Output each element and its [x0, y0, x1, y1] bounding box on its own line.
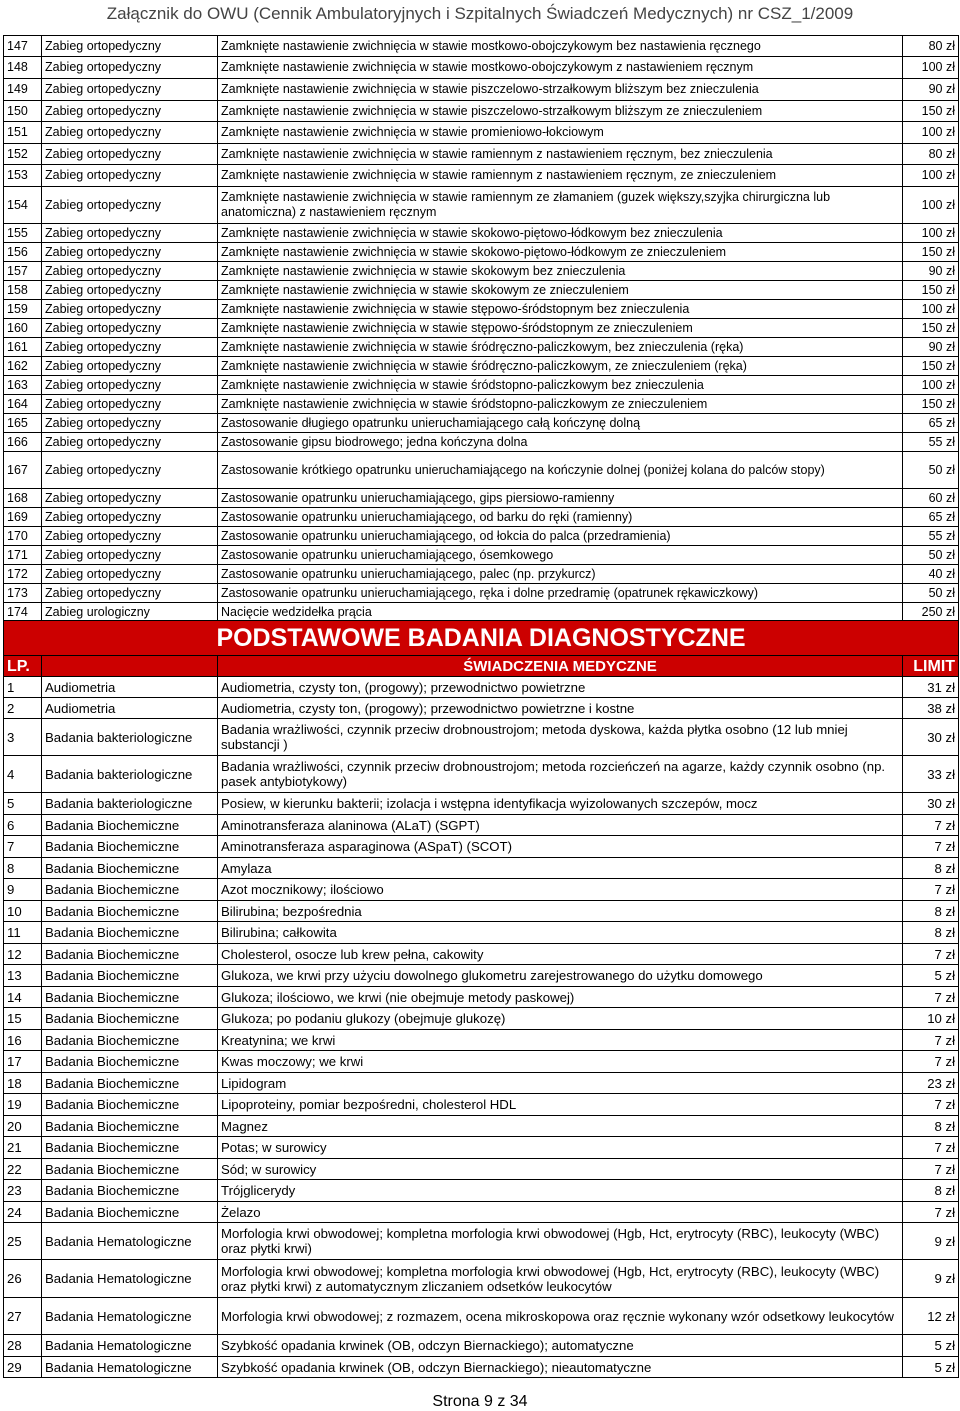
row-number: 171: [4, 546, 42, 565]
row-limit: 150 zł: [903, 101, 959, 122]
row-category: Badania bakteriologiczne: [42, 756, 218, 793]
row-limit: 8 zł: [903, 1116, 959, 1137]
row-category: Zabieg ortopedyczny: [42, 508, 218, 527]
row-description: Szybkość opadania krwinek (OB, odczyn Biernackiego); nieautomatyczne: [218, 1357, 903, 1378]
row-description: Zamknięte nastawienie zwichnięcia w stawie piszczelowo-strzałkowym bliższym ze znieczuleniem: [218, 101, 903, 122]
row-category: Zabieg ortopedyczny: [42, 165, 218, 187]
row-category: Badania Hematologiczne: [42, 1260, 218, 1298]
row-description: Morfologia krwi obwodowej; z rozmazem, ocena mikroskopowa oraz ręcznie wykonany wzór odsetkowy leukocytów: [218, 1298, 903, 1335]
row-category: Zabieg ortopedyczny: [42, 452, 218, 489]
table-row: [4, 901, 959, 922]
table-row: [4, 433, 959, 452]
row-number: 166: [4, 433, 42, 452]
row-category: Zabieg ortopedyczny: [42, 414, 218, 433]
column-header-limit: LIMIT: [903, 656, 959, 677]
row-limit: 31 zł: [903, 677, 959, 698]
row-number: 26: [4, 1260, 42, 1298]
table-row: [4, 1073, 959, 1094]
table-row: [4, 1051, 959, 1073]
row-category: Badania Biochemiczne: [42, 1159, 218, 1180]
row-number: 157: [4, 262, 42, 281]
row-limit: 9 zł: [903, 1223, 959, 1260]
row-description: Zastosowanie opatrunku unieruchamiającego, od łokcia do palca (przedramienia): [218, 527, 903, 546]
row-description: Morfologia krwi obwodowej; kompletna morfologia krwi obwodowej (Hgb, Hct, erytrocyty (RBC), leukocyty (WBC) oraz płytki krwi): [218, 1223, 903, 1260]
table-row: [4, 1094, 959, 1116]
row-description: Zamknięte nastawienie zwichnięcia w stawie skokowo-piętowo-łódkowym ze znieczuleniem: [218, 243, 903, 262]
row-limit: 150 zł: [903, 357, 959, 376]
row-limit: 5 zł: [903, 1335, 959, 1357]
row-category: Badania Biochemiczne: [42, 965, 218, 987]
table-row: [4, 677, 959, 698]
row-number: 15: [4, 1008, 42, 1030]
table-row: [4, 243, 959, 262]
table-row: [4, 357, 959, 376]
row-number: 153: [4, 165, 42, 187]
table-row: [4, 698, 959, 719]
table-row: [4, 376, 959, 395]
row-number: 13: [4, 965, 42, 987]
table-row: [4, 1008, 959, 1030]
row-limit: 90 zł: [903, 262, 959, 281]
row-category: Badania Biochemiczne: [42, 836, 218, 858]
row-description: Zamknięte nastawienie zwichnięcia w stawie śródręczno-paliczkowym, ze znieczuleniem (ręka): [218, 357, 903, 376]
row-category: Zabieg ortopedyczny: [42, 101, 218, 122]
row-number: 174: [4, 603, 42, 622]
row-description: Lipoproteiny, pomiar bezpośredni, cholesterol HDL: [218, 1094, 903, 1116]
table-row: [4, 319, 959, 338]
row-limit: 10 zł: [903, 1008, 959, 1030]
row-description: Zamknięte nastawienie zwichnięcia w stawie skokowym ze znieczuleniem: [218, 281, 903, 300]
row-category: Zabieg ortopedyczny: [42, 224, 218, 243]
row-description: Zamknięte nastawienie zwichnięcia w stawie śródstopno-paliczkowym bez znieczulenia: [218, 376, 903, 395]
row-description: Kreatynina; we krwi: [218, 1030, 903, 1051]
table-row: [4, 224, 959, 243]
row-description: Zastosowanie opatrunku unieruchamiającego, ręka i dolne przedramię (opatrunek rękawiczkowy): [218, 584, 903, 603]
row-limit: 5 zł: [903, 1357, 959, 1378]
row-number: 11: [4, 922, 42, 944]
row-description: Glukoza, we krwi przy użyciu dowolnego glukometru zarejestrowanego do użytku domowego: [218, 965, 903, 987]
table-row: [4, 1335, 959, 1357]
table-row: [4, 300, 959, 319]
row-number: 161: [4, 338, 42, 357]
row-category: Badania Hematologiczne: [42, 1298, 218, 1335]
row-number: 25: [4, 1223, 42, 1260]
row-category: Zabieg ortopedyczny: [42, 319, 218, 338]
row-description: Azot mocznikowy; ilościowo: [218, 879, 903, 901]
table-row: [4, 508, 959, 527]
row-number: 29: [4, 1357, 42, 1378]
row-limit: 12 zł: [903, 1298, 959, 1335]
row-description: Kwas moczowy; we krwi: [218, 1051, 903, 1073]
row-number: 149: [4, 79, 42, 101]
section-title-row: [4, 621, 959, 656]
table-row: [4, 1116, 959, 1137]
row-limit: 30 zł: [903, 793, 959, 815]
row-number: 22: [4, 1159, 42, 1180]
row-number: 12: [4, 944, 42, 965]
row-category: Badania Hematologiczne: [42, 1223, 218, 1260]
row-category: Zabieg ortopedyczny: [42, 300, 218, 319]
row-description: Zastosowanie opatrunku unieruchamiającego, od barku do ręki (ramienny): [218, 508, 903, 527]
row-number: 160: [4, 319, 42, 338]
row-description: Audiometria, czysty ton, (progowy); przewodnictwo powietrzne i kostne: [218, 698, 903, 719]
row-limit: 7 zł: [903, 1137, 959, 1159]
row-limit: 100 zł: [903, 187, 959, 224]
row-limit: 55 zł: [903, 527, 959, 546]
row-number: 24: [4, 1202, 42, 1223]
row-description: Zamknięte nastawienie zwichnięcia w stawie ramiennym z nastawieniem ręcznym, bez znieczulenia: [218, 144, 903, 165]
row-description: Potas; w surowicy: [218, 1137, 903, 1159]
table-row: [4, 1159, 959, 1180]
row-limit: 9 zł: [903, 1260, 959, 1298]
row-limit: 38 zł: [903, 698, 959, 719]
row-description: Zastosowanie długiego opatrunku unieruchamiającego całą kończynę dolną: [218, 414, 903, 433]
section-title: PODSTAWOWE BADANIA DIAGNOSTYCZNE: [4, 621, 959, 656]
table-row: [4, 879, 959, 901]
row-category: Zabieg ortopedyczny: [42, 57, 218, 79]
row-category: Badania Biochemiczne: [42, 1051, 218, 1073]
row-limit: 8 zł: [903, 901, 959, 922]
row-number: 159: [4, 300, 42, 319]
row-category: Zabieg ortopedyczny: [42, 584, 218, 603]
row-limit: 7 zł: [903, 879, 959, 901]
row-description: Aminotransferaza alaninowa (ALaT) (SGPT): [218, 815, 903, 836]
row-limit: 7 zł: [903, 1051, 959, 1073]
table-row: [4, 101, 959, 122]
row-description: Bilirubina; bezpośrednia: [218, 901, 903, 922]
row-category: Zabieg urologiczny: [42, 603, 218, 622]
row-description: Zamknięte nastawienie zwichnięcia w stawie stępowo-śródstopnym bez znieczulenia: [218, 300, 903, 319]
row-category: Badania Biochemiczne: [42, 815, 218, 836]
row-category: Zabieg ortopedyczny: [42, 546, 218, 565]
row-category: Badania Biochemiczne: [42, 901, 218, 922]
table-row: [4, 1298, 959, 1335]
row-number: 168: [4, 489, 42, 508]
row-number: 18: [4, 1073, 42, 1094]
row-limit: 7 zł: [903, 836, 959, 858]
row-number: 172: [4, 565, 42, 584]
row-number: 27: [4, 1298, 42, 1335]
row-description: Zamknięte nastawienie zwichnięcia w stawie mostkowo-obojczykowym z nastawieniem ręcznym: [218, 57, 903, 79]
table-row: [4, 338, 959, 357]
table-row: [4, 281, 959, 300]
table-row: [4, 57, 959, 79]
row-number: 151: [4, 122, 42, 144]
row-limit: 65 zł: [903, 508, 959, 527]
table-row: [4, 79, 959, 101]
table-row: [4, 1357, 959, 1378]
row-limit: 80 zł: [903, 144, 959, 165]
table-row: [4, 36, 959, 57]
row-number: 17: [4, 1051, 42, 1073]
row-number: 2: [4, 698, 42, 719]
row-limit: 7 zł: [903, 815, 959, 836]
row-description: Badania wrażliwości, czynnik przeciw drobnoustrojom; metoda rozcieńczeń na agarze, każdy czynnik osobno (np. pasek antybiotykowy): [218, 756, 903, 793]
row-limit: 30 zł: [903, 719, 959, 756]
page-header: Załącznik do OWU (Cennik Ambulatoryjnych i Szpitalnych Świadczeń Medycznych) nr CSZ_1/2009: [106, 4, 854, 23]
row-limit: 7 zł: [903, 1202, 959, 1223]
row-number: 10: [4, 901, 42, 922]
row-category: Badania Biochemiczne: [42, 922, 218, 944]
row-limit: 150 zł: [903, 395, 959, 414]
row-description: Magnez: [218, 1116, 903, 1137]
table-row: [4, 262, 959, 281]
column-header-empty: [42, 656, 218, 677]
table-row: [4, 1223, 959, 1260]
row-number: 170: [4, 527, 42, 546]
row-number: 163: [4, 376, 42, 395]
row-limit: 8 zł: [903, 1180, 959, 1202]
row-number: 20: [4, 1116, 42, 1137]
row-category: Badania Biochemiczne: [42, 1180, 218, 1202]
row-number: 167: [4, 452, 42, 489]
row-number: 162: [4, 357, 42, 376]
table-row: [4, 858, 959, 879]
table-row: [4, 452, 959, 489]
row-category: Zabieg ortopedyczny: [42, 187, 218, 224]
row-number: 4: [4, 756, 42, 793]
procedures-table-diagnostic: [3, 620, 959, 1378]
row-description: Posiew, w kierunku bakterii; izolacja i wstępna identyfikacja wyizolowanych szczepów, mocz: [218, 793, 903, 815]
row-category: Badania Biochemiczne: [42, 1008, 218, 1030]
table-row: [4, 836, 959, 858]
table-row: [4, 122, 959, 144]
table-row: [4, 922, 959, 944]
row-description: Zamknięte nastawienie zwichnięcia w stawie skokowo-piętowo-łódkowym bez znieczulenia: [218, 224, 903, 243]
row-category: Zabieg ortopedyczny: [42, 527, 218, 546]
row-description: Zamknięte nastawienie zwichnięcia w stawie śródręczno-paliczkowym, bez znieczulenia (ręka): [218, 338, 903, 357]
table-row: [4, 719, 959, 756]
row-description: Zamknięte nastawienie zwichnięcia w stawie mostkowo-obojczykowym bez nastawienia ręcznego: [218, 36, 903, 57]
row-number: 28: [4, 1335, 42, 1357]
row-category: Zabieg ortopedyczny: [42, 489, 218, 508]
row-limit: 55 zł: [903, 433, 959, 452]
row-category: Badania Biochemiczne: [42, 1030, 218, 1051]
row-number: 173: [4, 584, 42, 603]
row-description: Aminotransferaza asparaginowa (ASpaT) (SCOT): [218, 836, 903, 858]
row-limit: 150 zł: [903, 319, 959, 338]
row-category: Badania Biochemiczne: [42, 858, 218, 879]
row-description: Zastosowanie opatrunku unieruchamiającego, palec (np. przykurcz): [218, 565, 903, 584]
row-description: Zastosowanie opatrunku unieruchamiającego, gips piersiowo-ramienny: [218, 489, 903, 508]
row-description: Bilirubina; całkowita: [218, 922, 903, 944]
row-description: Trójglicerydy: [218, 1180, 903, 1202]
row-category: Zabieg ortopedyczny: [42, 36, 218, 57]
row-limit: 90 zł: [903, 338, 959, 357]
row-description: Amylaza: [218, 858, 903, 879]
row-description: Zastosowanie krótkiego opatrunku unieruchamiającego na kończynie dolnej (poniżej kolana do palców stopy): [218, 452, 903, 489]
row-category: Audiometria: [42, 698, 218, 719]
row-number: 8: [4, 858, 42, 879]
row-description: Zamknięte nastawienie zwichnięcia w stawie śródstopno-paliczkowym ze znieczuleniem: [218, 395, 903, 414]
row-category: Badania Biochemiczne: [42, 944, 218, 965]
table-row: [4, 187, 959, 224]
column-header-lp: LP.: [4, 656, 42, 677]
row-description: Szybkość opadania krwinek (OB, odczyn Biernackiego); automatyczne: [218, 1335, 903, 1357]
row-number: 19: [4, 1094, 42, 1116]
column-header-row: [4, 656, 959, 677]
row-limit: 80 zł: [903, 36, 959, 57]
table-row: [4, 527, 959, 546]
table-row: [4, 1260, 959, 1298]
row-category: Zabieg ortopedyczny: [42, 565, 218, 584]
row-limit: 250 zł: [903, 603, 959, 622]
row-number: 164: [4, 395, 42, 414]
row-description: Badania wrażliwości, czynnik przeciw drobnoustrojom; metoda dyskowa, każda płytka osobno (12 lub mniej substancji ): [218, 719, 903, 756]
row-category: Zabieg ortopedyczny: [42, 262, 218, 281]
row-limit: 100 zł: [903, 300, 959, 319]
row-category: Badania Biochemiczne: [42, 987, 218, 1008]
row-limit: 90 zł: [903, 79, 959, 101]
row-category: Badania Biochemiczne: [42, 1073, 218, 1094]
row-description: Nacięcie wedzidełka prącia: [218, 603, 903, 622]
table-row: [4, 395, 959, 414]
row-description: Zastosowanie opatrunku unieruchamiającego, ósemkowego: [218, 546, 903, 565]
row-number: 147: [4, 36, 42, 57]
row-category: Badania Hematologiczne: [42, 1335, 218, 1357]
row-category: Badania bakteriologiczne: [42, 793, 218, 815]
row-limit: 7 zł: [903, 944, 959, 965]
row-limit: 33 zł: [903, 756, 959, 793]
row-limit: 7 zł: [903, 987, 959, 1008]
row-number: 5: [4, 793, 42, 815]
row-category: Zabieg ortopedyczny: [42, 338, 218, 357]
row-limit: 5 zł: [903, 965, 959, 987]
row-number: 9: [4, 879, 42, 901]
table-row: [4, 756, 959, 793]
row-limit: 50 zł: [903, 546, 959, 565]
table-row: [4, 793, 959, 815]
table-row: [4, 165, 959, 187]
table-row: [4, 414, 959, 433]
row-number: 154: [4, 187, 42, 224]
row-limit: 100 zł: [903, 224, 959, 243]
table-row: [4, 489, 959, 508]
row-category: Audiometria: [42, 677, 218, 698]
table-row: [4, 584, 959, 603]
row-number: 165: [4, 414, 42, 433]
table-row: [4, 1180, 959, 1202]
row-limit: 23 zł: [903, 1073, 959, 1094]
row-number: 155: [4, 224, 42, 243]
row-limit: 8 zł: [903, 858, 959, 879]
row-category: Zabieg ortopedyczny: [42, 122, 218, 144]
row-category: Zabieg ortopedyczny: [42, 144, 218, 165]
column-header-services: ŚWIADCZENIA MEDYCZNE: [218, 656, 903, 677]
row-limit: 7 zł: [903, 1030, 959, 1051]
row-description: Zamknięte nastawienie zwichnięcia w stawie ramiennym ze złamaniem (guzek większy,szyjka chirurgiczna lub anatomiczna) z nastawieniem ręcznym: [218, 187, 903, 224]
row-category: Zabieg ortopedyczny: [42, 433, 218, 452]
row-limit: 150 zł: [903, 281, 959, 300]
row-limit: 100 zł: [903, 57, 959, 79]
table-row: [4, 1137, 959, 1159]
row-limit: 7 zł: [903, 1094, 959, 1116]
row-limit: 7 zł: [903, 1159, 959, 1180]
row-number: 3: [4, 719, 42, 756]
row-number: 16: [4, 1030, 42, 1051]
row-description: Zamknięte nastawienie zwichnięcia w stawie skokowym bez znieczulenia: [218, 262, 903, 281]
row-category: Badania Biochemiczne: [42, 879, 218, 901]
row-number: 148: [4, 57, 42, 79]
row-number: 21: [4, 1137, 42, 1159]
row-category: Badania Biochemiczne: [42, 1094, 218, 1116]
row-number: 152: [4, 144, 42, 165]
table-row: [4, 1202, 959, 1223]
row-category: Zabieg ortopedyczny: [42, 376, 218, 395]
row-category: Zabieg ortopedyczny: [42, 395, 218, 414]
row-number: 156: [4, 243, 42, 262]
row-limit: 40 zł: [903, 565, 959, 584]
row-description: Zamknięte nastawienie zwichnięcia w stawie piszczelowo-strzałkowym bliższym bez znieczulenia: [218, 79, 903, 101]
row-category: Badania Biochemiczne: [42, 1116, 218, 1137]
row-limit: 50 zł: [903, 452, 959, 489]
row-category: Badania Hematologiczne: [42, 1357, 218, 1378]
row-category: Zabieg ortopedyczny: [42, 357, 218, 376]
row-description: Lipidogram: [218, 1073, 903, 1094]
table-row: [4, 546, 959, 565]
row-number: 23: [4, 1180, 42, 1202]
row-limit: 150 zł: [903, 243, 959, 262]
row-description: Glukoza; ilościowo, we krwi (nie obejmuje metody paskowej): [218, 987, 903, 1008]
procedures-table-orthopedic: [3, 35, 959, 622]
table-row: [4, 987, 959, 1008]
table-row: [4, 815, 959, 836]
row-limit: 100 zł: [903, 165, 959, 187]
row-category: Zabieg ortopedyczny: [42, 79, 218, 101]
row-description: Sód; w surowicy: [218, 1159, 903, 1180]
row-description: Audiometria, czysty ton, (progowy); przewodnictwo powietrzne: [218, 677, 903, 698]
row-limit: 65 zł: [903, 414, 959, 433]
table-row: [4, 603, 959, 622]
row-description: Zamknięte nastawienie zwichnięcia w stawie ramiennym z nastawieniem ręcznym, ze znieczuleniem: [218, 165, 903, 187]
table-row: [4, 1030, 959, 1051]
table-row: [4, 144, 959, 165]
row-category: Zabieg ortopedyczny: [42, 281, 218, 300]
row-number: 6: [4, 815, 42, 836]
row-description: Zamknięte nastawienie zwichnięcia w stawie stępowo-śródstopnym ze znieczuleniem: [218, 319, 903, 338]
row-number: 1: [4, 677, 42, 698]
row-description: Żelazo: [218, 1202, 903, 1223]
row-limit: 100 zł: [903, 376, 959, 395]
row-limit: 8 zł: [903, 922, 959, 944]
row-category: Badania bakteriologiczne: [42, 719, 218, 756]
row-category: Badania Biochemiczne: [42, 1202, 218, 1223]
table-row: [4, 944, 959, 965]
row-number: 169: [4, 508, 42, 527]
row-description: Glukoza; po podaniu glukozy (obejmuje glukozę): [218, 1008, 903, 1030]
row-category: Badania Biochemiczne: [42, 1137, 218, 1159]
row-description: Cholesterol, osocze lub krew pełna, cakowity: [218, 944, 903, 965]
page-footer: Strona 9 z 34: [432, 1393, 528, 1410]
row-category: Zabieg ortopedyczny: [42, 243, 218, 262]
table-row: [4, 965, 959, 987]
row-number: 150: [4, 101, 42, 122]
row-description: Zastosowanie gipsu biodrowego; jedna kończyna dolna: [218, 433, 903, 452]
row-limit: 100 zł: [903, 122, 959, 144]
row-description: Zamknięte nastawienie zwichnięcia w stawie promieniowo-łokciowym: [218, 122, 903, 144]
row-description: Morfologia krwi obwodowej; kompletna morfologia krwi obwodowej (Hgb, Hct, erytrocyty (RBC), leukocyty (WBC) oraz płytki krwi) z automatycznym zliczaniem odsetków leukocytów: [218, 1260, 903, 1298]
table-row: [4, 565, 959, 584]
row-number: 7: [4, 836, 42, 858]
row-number: 158: [4, 281, 42, 300]
row-limit: 60 zł: [903, 489, 959, 508]
row-number: 14: [4, 987, 42, 1008]
row-limit: 50 zł: [903, 584, 959, 603]
